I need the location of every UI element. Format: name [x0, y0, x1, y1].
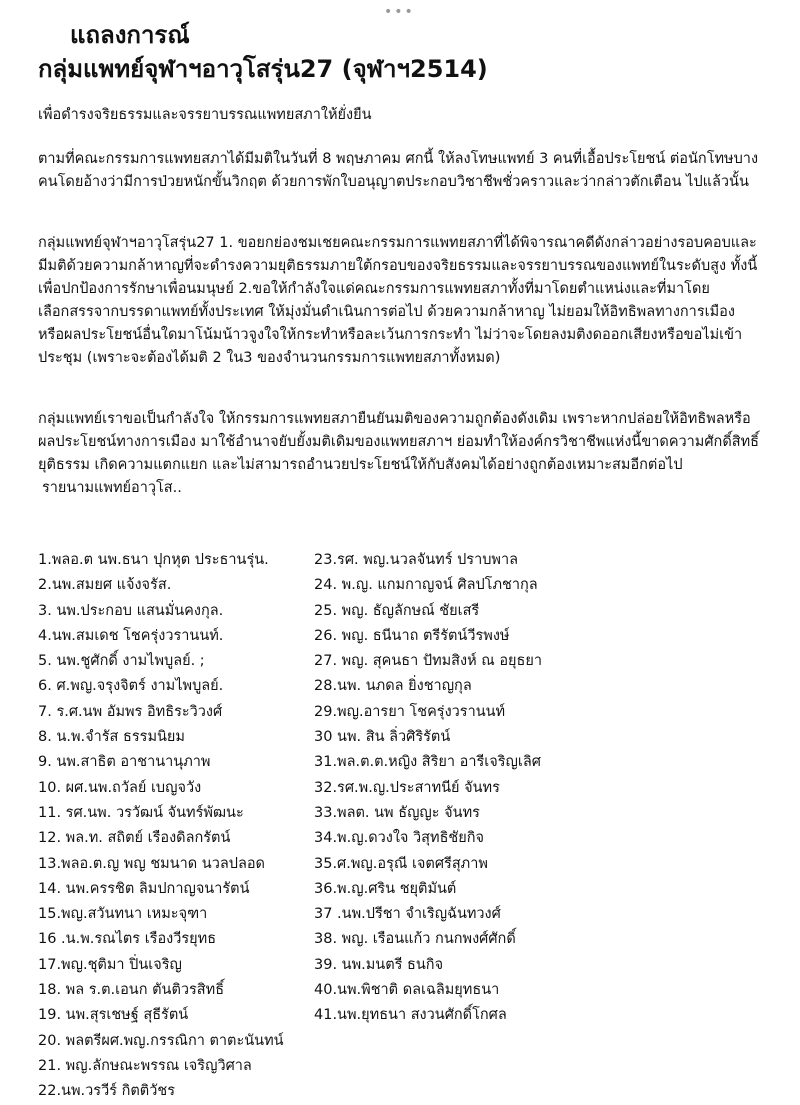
list-item: 10. ผศ.นพ.ถวัลย์ เบญจวัง: [38, 779, 202, 796]
list-item: 8. น.พ.จำรัส ธรรมนิยม: [38, 729, 185, 746]
support-text: กลุ่มแพทย์เราขอเป็นกำลังใจ ให้กรรมการแพทยสภายืนยันมติของความถูกต้องดังเดิม เพราะหากปล่อยให้อิทธิพลหรือผลประโยชน์ทางการเมือง มาใช้อำนาจยับยั้งมติเดิมของแพทยสภาฯ ย่อมทำให้องค์กรวิชาชีพแห่งนี้ขาดความศักดิ์สิทธิ์ยุติธรรม เกิดความแตกแยก และไม่สามารถอำนวยประโยชน์ให้กับสังคมได้อย่างถูกต้องเหมาะสมอีกต่อไป: [38, 411, 760, 473]
list-item: 26. พญ. ธนีนาถ ตรีรัตน์วีรพงษ์: [314, 627, 510, 644]
list-item: 18. พล ร.ต.เอนก ตันติวรสิทธิ์: [38, 982, 225, 999]
list-item: 11. รศ.นพ. วรวัฒน์ จันทร์พัฒนะ: [38, 804, 244, 821]
list-item: 33.พลต. นพ ธัญญะ จันทร: [314, 804, 480, 821]
list-item: 17.พญ.ชุติมา ปิ่นเจริญ: [38, 956, 182, 973]
list-item: 12. พล.ท. สถิตย์ เรืองดิลกรัตน์: [38, 830, 231, 847]
paragraph-background: ตามที่คณะกรรมการแพทยสภาได้มีมติในวันที่ 8 พฤษภาคม ศกนี้ ให้ลงโทษแพทย์ 3 คนที่เอื้อประโยชน์ ต่อนักโทษบางคนโดยอ้างว่ามีการป่วยหนักขั้นวิกฤต ด้วยการพักใบอนุญาตประกอบวิชาชีพชั่วคราวและว่ากล่าวตักเตือน ไปแล้วนั้น: [38, 151, 759, 190]
intro-line: เพื่อดำรงจริยธรรมและจรรยาบรรณแพทยสภาให้ยั่งยืน: [38, 107, 372, 123]
list-item: 6. ศ.พญ.จรุงจิตร์ งามไพบูลย์.: [38, 678, 224, 695]
list-item: 2.นพ.สมยศ แจ้งจรัส.: [38, 577, 172, 594]
more-options-icon[interactable]: •••: [384, 4, 415, 20]
list-item: 38. พญ. เรือนแก้ว กนกพงศ์ศักดิ์: [314, 931, 516, 948]
list-item: 23.รศ. พญ.นวลจันทร์ ปราบพาล: [314, 552, 519, 568]
list-item: 21. พญ.ลักษณะพรรณ เจริญวิศาล: [38, 1057, 252, 1074]
list-item: 22.นพ.วรวีร์ กิตติวัชร: [38, 1083, 175, 1100]
list-item: 3. นพ.ประกอบ แสนมั่นคงกุล.: [38, 602, 224, 619]
list-item: 40.นพ.พิชาติ ดลเฉลิมยุทธนา: [314, 982, 500, 999]
paragraph-resolution: กลุ่มแพทย์จุฬาฯอาวุโสรุ่น27 1. ขอยกย่องชมเชยคณะกรรมการแพทยสภาที่ได้พิจารณาคดีดังกล่าวอย่างรอบคอบและมีมติด้วยความกล้าหาญที่จะดำรงความยุติธรรมภายใต้กรอบของจริยธรรมและจรรยาบรรณของแพทย์ในระดับสูง ทั้งนี้เพื่อปกป้องการรักษาเพื่อนมนุษย์ 2.ขอให้กำลังใจแด่คณะกรรมการแพทยสภาทั้งที่มาโดยตำแหน่งและที่มาโดยเลือกสรรจากบรรดาแพทย์ทั้งประเทศ ให้มุ่งมั่นดำเนินการต่อไป ด้วยความกล้าหาญ ไม่ยอมให้อิทธิพลทางการเมือง หรือผลประโยชน์อื่นใดมาโน้มน้าวจูงใจให้กระทำหรือละเว้นการกระทำ ไม่ว่าจะโดยลงมติงดออกเสียงหรือขอไม่เข้าประชุม (เพราะจะต้องได้มติ 2 ใน3 ของจำนวนกรรมการแพทยสภาทั้งหมด): [38, 235, 758, 366]
list-item: 15.พญ.สวันทนา เหมะจุฑา: [38, 906, 208, 923]
list-item: 32.รศ.พ.ญ.ประสาทนีย์ จันทร: [314, 779, 500, 796]
list-item: 13.พลอ.ต.ญ พญ ชมนาด นวลปลอด: [38, 855, 265, 872]
list-item: 35.ศ.พญ.อรุณี เจตศรีสุภาพ: [314, 855, 488, 872]
list-item: 20. พลตรีผศ.พญ.กรรณิกา ตาตะนันทน์: [38, 1032, 284, 1049]
list-item: 30 นพ. สิน ลิ่วศิริรัตน์: [314, 729, 451, 746]
list-item: 25. พญ. ธัญลักษณ์ ชัยเสรี: [314, 602, 480, 619]
list-item: 1.พลอ.ต นพ.ธนา ปุกหุต ประธานรุ่น.: [38, 552, 269, 568]
list-item: 7. ร.ศ.นพ อัมพร อิทธิระวิวงศ์: [38, 703, 223, 720]
list-item: 14. นพ.ครรชิต ลิมปกาญจนารัตน์: [38, 880, 250, 897]
list-item: 19. นพ.สุรเชษฐ์ สุธีรัตน์: [38, 1007, 189, 1024]
list-item: 16 .น.พ.รณไตร เรืองวีรยุทธ: [38, 931, 217, 948]
list-item: 41.นพ.ยุทธนา สงวนศักดิ์โกศล: [314, 1007, 507, 1024]
names-intro: รายนามแพทย์อาวุโส..: [42, 480, 182, 496]
list-item: 34.พ.ญ.ดวงใจ วิสุทธิชัยกิจ: [314, 830, 485, 847]
title-line-2: กลุ่มแพทย์จุฬาฯอาวุโสรุ่น27 (จุฬาฯ2514): [38, 55, 488, 83]
list-item: 28.นพ. นภดล ยิ่งชาญกุล: [314, 678, 472, 695]
list-item: 36.พ.ญ.ศริน ชยุติมันต์: [314, 880, 457, 897]
list-item: 24. พ.ญ. แกมกาญจน์ ศิลปโภชากุล: [314, 577, 538, 594]
list-item: 5. นพ.ชูศักดิ์ งามไพบูลย์. ;: [38, 653, 205, 670]
list-item: 9. นพ.สาธิต อาชานานุภาพ: [38, 754, 211, 771]
names-list-left: [38, 548, 318, 1105]
list-item: 29.พญ.อารยา โชครุ่งวรานนท์: [314, 703, 506, 720]
title-line-1: แถลงการณ์: [70, 21, 190, 49]
list-item: 27. พญ. สุคนธา ปัทมสิงห์ ณ อยุธยา: [314, 653, 543, 670]
list-item: 39. นพ.มนตรี ธนกิจ: [314, 956, 444, 973]
list-item: 4.นพ.สมเดช โชครุ่งวรานนท์.: [38, 627, 224, 644]
paragraph-support: [38, 408, 762, 500]
list-item: 37 .นพ.ปรีชา จำเริญฉันทวงศ์: [314, 906, 501, 923]
list-item: 31.พล.ต.ต.หญิง สิริยา อารีเจริญเลิศ: [314, 754, 541, 771]
page-title: [38, 18, 488, 86]
names-list-right: [314, 548, 774, 1029]
